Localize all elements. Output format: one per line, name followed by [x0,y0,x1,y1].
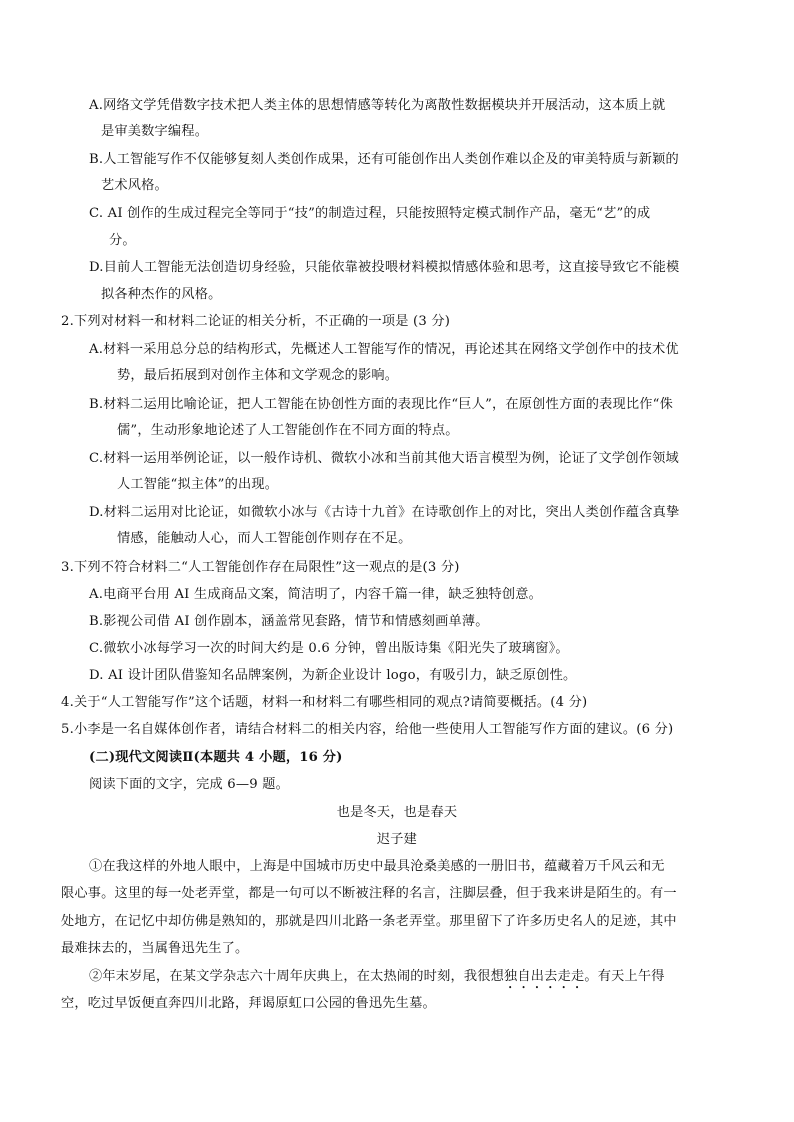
q3-option-a: A.电商平台用 AI 生成商品文案，简洁明了，内容千篇一律，缺乏独特创意。 [89,587,543,602]
q4-question: 4.关于“人工智能写作”这个话题，材料一和材料二有哪些相同的观点?请简要概括。(4 分) [61,695,588,710]
q3-option-d: D. AI 设计团队借鉴知名品牌案例，为新企业设计 logo，有吸引力，缺乏原创性。 [89,668,577,683]
q1-option-c-line1: C. AI 创作的生成过程完全等同于“技”的制造过程，只能按照特定模式制作产品，毫无“艺”的成 [89,206,651,221]
q1-option-b-line2: 艺术风格。 [101,178,168,193]
q2-option-d-line1: D.材料二运用对比论证，如微软小冰与《古诗十九首》在诗歌创作上的对比，突出人类创作蕴含真挚 [89,505,680,520]
q2-option-d-line2: 情感，能触动人心，而人工智能创作则存在不足。 [117,531,412,546]
q3-stem: 3.下列不符合材料二“人工智能创作存在局限性”这一观点的是(3 分) [61,560,460,575]
emphasized-phrase: 独自出去走走 [504,969,585,984]
q2-option-b-line1: B.材料二运用比喻论证，把人工智能在协创性方面的表现比作“巨人”，在原创性方面的表现比作“侏 [89,397,673,412]
essay-paragraph-1-line2: 限心事。这里的每一处老弄堂，都是一句可以不断被注释的名言，注脚层叠，但于我来讲是陌生的。有一 [61,886,677,901]
q1-option-a-line2: 是审美数字编程。 [101,124,209,139]
section-heading: (二)现代文阅读Ⅱ(本题共 4 小题，16 分) [89,750,343,765]
q1-option-b-line1: B.人工智能写作不仅能够复刻人类创作成果，还有可能创作出人类创作难以企及的审美特质与新颖的 [89,152,679,167]
reading-instruction: 阅读下面的文字，完成 6—9 题。 [89,777,290,792]
essay-paragraph-1-line3: 处地方，在记忆中却仿佛是熟知的，那就是四川北路一条老弄堂。那里留下了许多历史名人的足迹，其中 [61,914,677,929]
essay-paragraph-2-text-c: 。有天上午得 [584,969,665,984]
essay-paragraph-2-line2: 空，吃过早饭便直奔四川北路，拜谒原虹口公园的鲁迅先生墓。 [61,996,436,1011]
essay-paragraph-2-text-a: ②年末岁尾，在某文学杂志六十周年庆典上，在太热闹的时刻，我很想 [89,969,505,984]
q2-option-b-line2: 儒”，生动形象地论述了人工智能创作在不同方面的特点。 [117,423,459,438]
q2-option-c-line1: C.材料一运用举例论证，以一般作诗机、微软小冰和当前其他大语言模型为例，论证了文学创作领域 [89,451,679,466]
q3-option-b: B.影视公司借 AI 创作剧本，涵盖常见套路，情节和情感刻画单薄。 [89,614,489,629]
q1-option-a-line1: A.网络文学凭借数字技术把人类主体的思想情感等转化为离散性数据模块并开展活动，这本质上就 [89,98,666,113]
essay-paragraph-1-line4: 最难抹去的，当属鲁迅先生了。 [61,941,249,956]
essay-paragraph-2-line1 [89,967,665,992]
q2-option-c-line2: 人工智能“拟主体”的出现。 [117,477,279,492]
q2-option-a-line1: A.材料一采用总分总的结构形式，先概述人工智能写作的情况，再论述其在网络文学创作中的技术优 [89,342,679,357]
q5-question: 5.小李是一名自媒体创作者，请结合材料二的相关内容，给他一些使用人工智能写作方面的建议。(6 分) [61,722,674,737]
q3-option-c: C.微软小冰每学习一次的时间大约是 0.6 分钟，曾出版诗集《阳光失了玻璃窗》。 [89,641,569,656]
essay-paragraph-1-line1: ①在我这样的外地人眼中，上海是中国城市历史中最具沧桑美感的一册旧书，蕴藏着万千风云和无 [89,859,665,874]
essay-title: 也是冬天，也是春天 [336,805,458,820]
q1-option-c-line2: 分。 [109,233,136,248]
q1-option-d-line1: D.目前人工智能无法创造切身经验，只能依靠被投喂材料模拟情感体验和思考，这直接导致它不能模 [89,260,680,275]
q2-stem: 2.下列对材料一和材料二论证的相关分析，不正确的一项是 (3 分) [61,314,451,329]
q1-option-d-line2: 拟各种杰作的风格。 [101,287,222,302]
q2-option-a-line2: 势，最后拓展到对创作主体和文学观念的影响。 [117,368,399,383]
essay-author: 迟子建 [376,832,418,847]
